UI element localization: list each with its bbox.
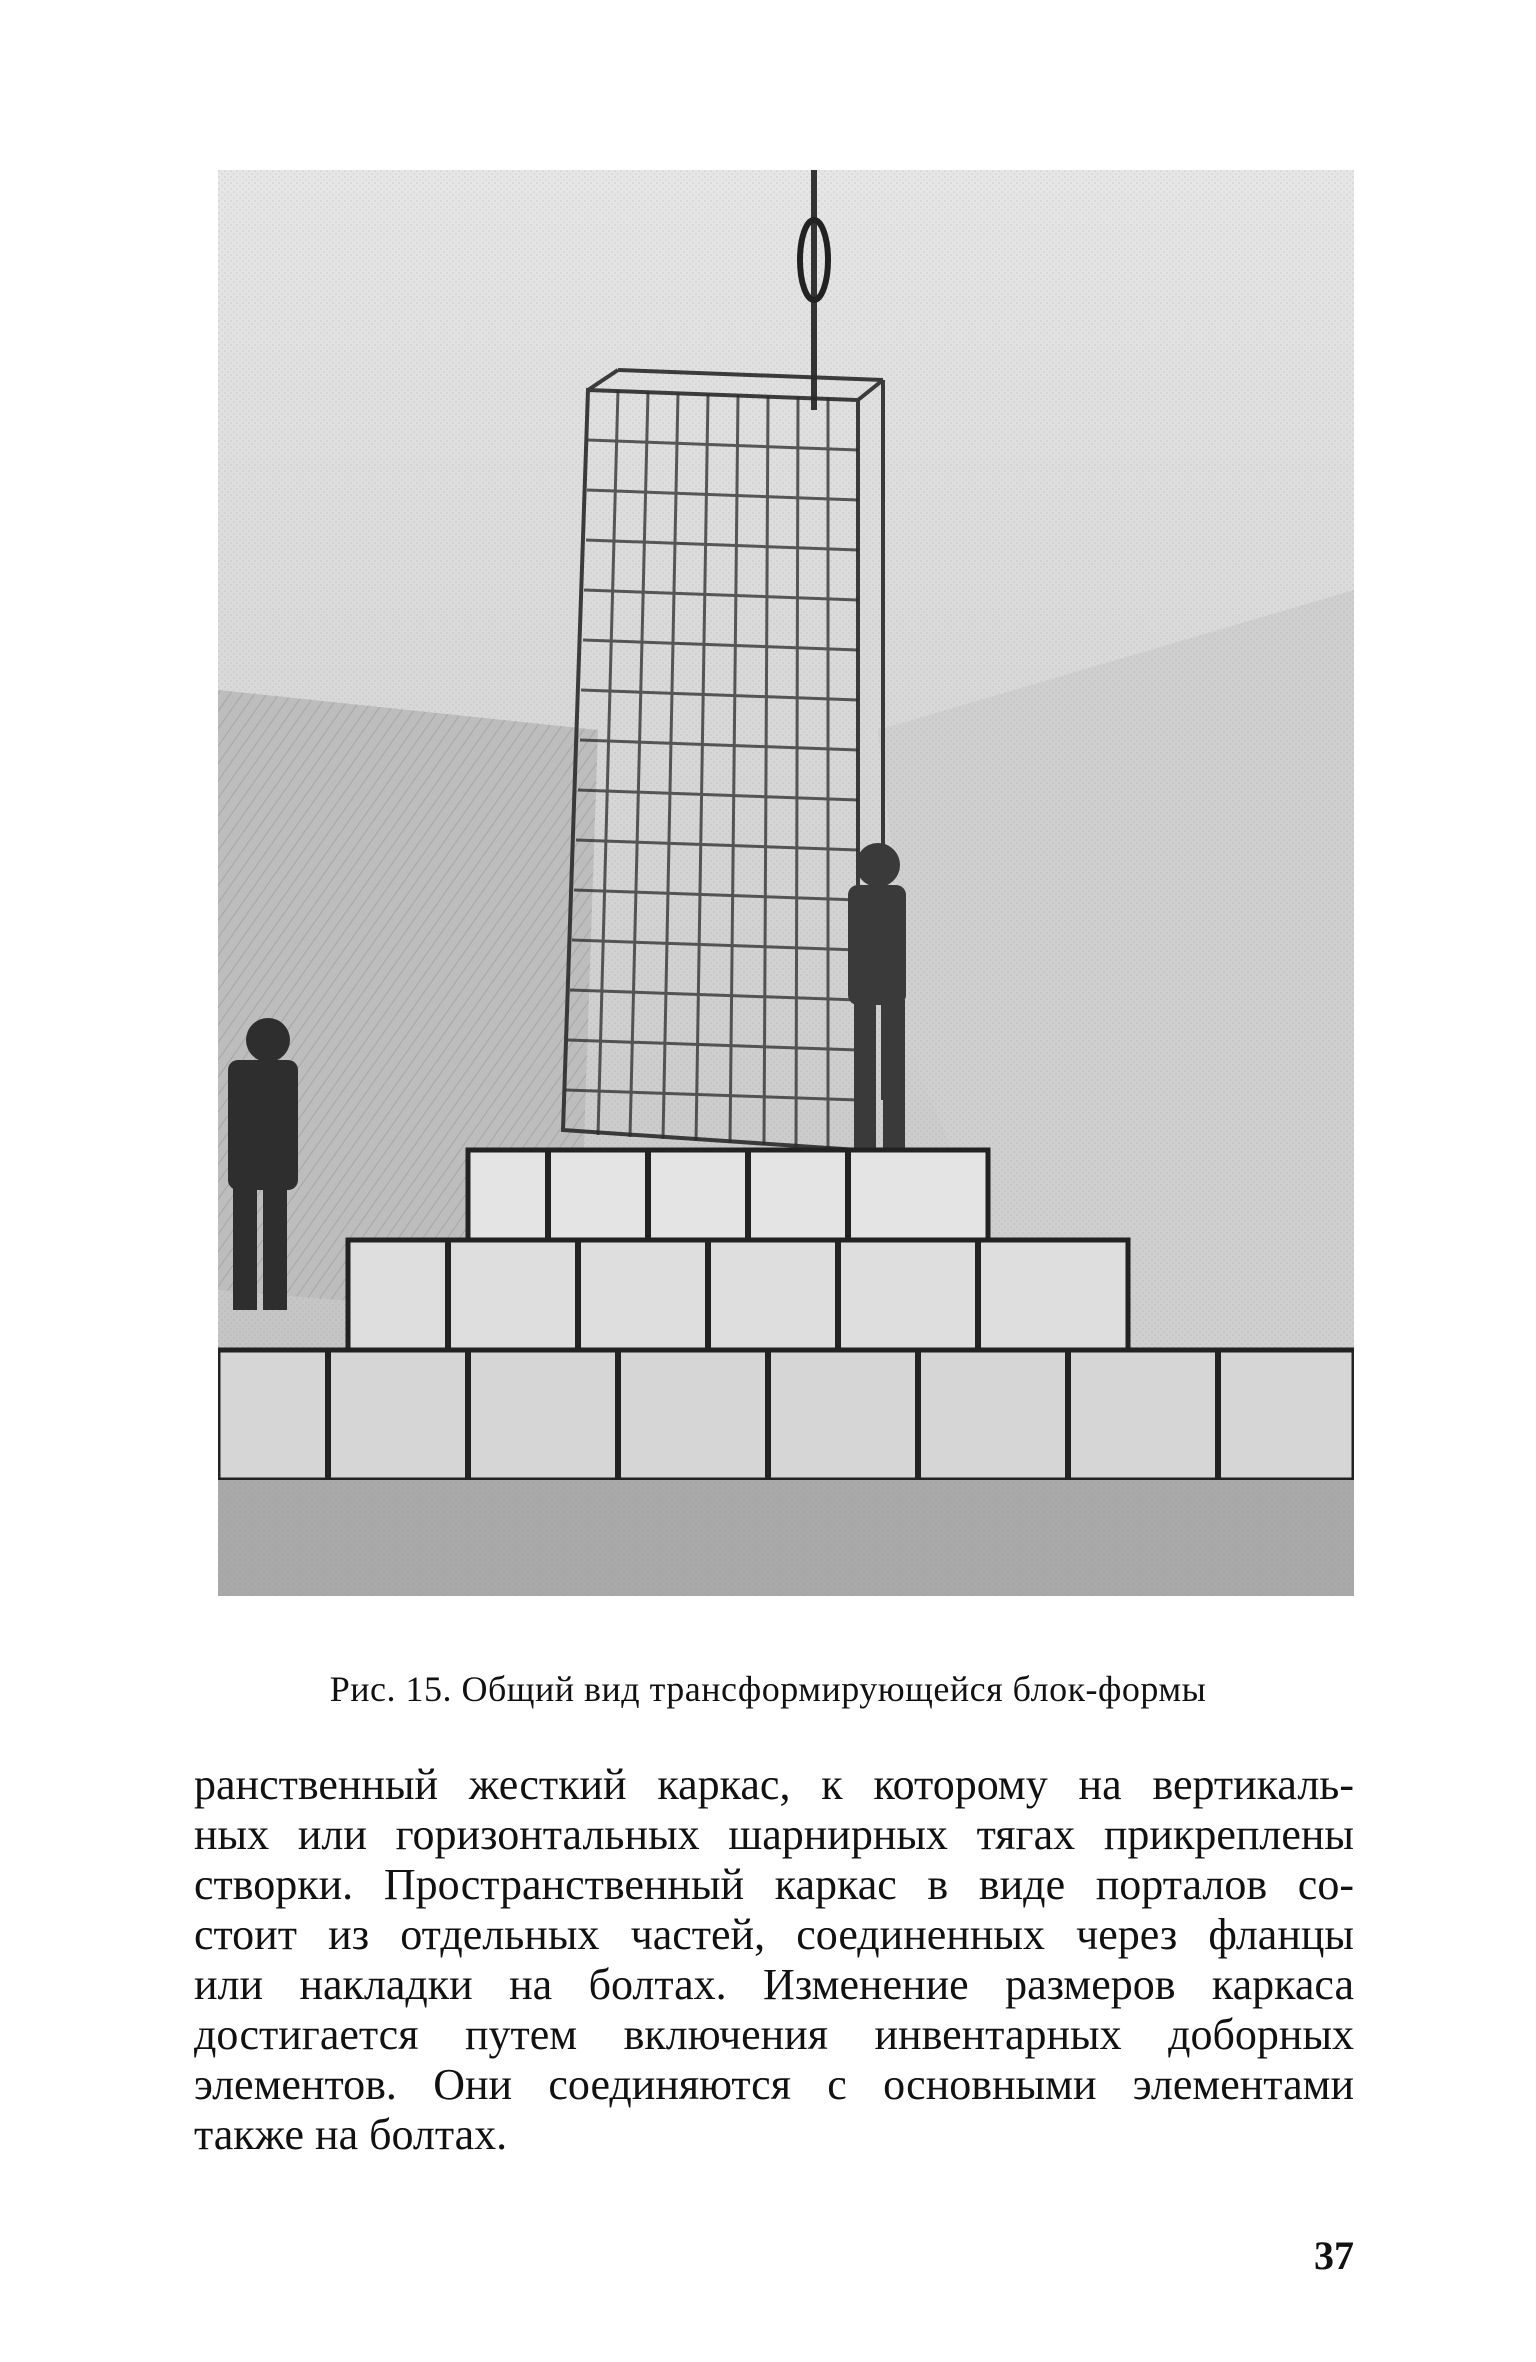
figure-photo xyxy=(218,170,1354,1596)
text-line: или накладки на болтах. Изменение размеров каркаса xyxy=(194,1960,1354,2009)
body-paragraph xyxy=(194,1760,1354,2160)
figure-caption: Рис. 15. Общий вид трансформирующейся блок-формы xyxy=(329,1669,1207,1709)
text-line: стоит из отдельных частей, соединенных через фланцы xyxy=(194,1910,1354,1959)
construction-photo xyxy=(218,170,1354,1596)
text-line: створки. Пространственный каркас в виде порталов со- xyxy=(194,1860,1354,1909)
text-line: также на болтах. xyxy=(194,2110,508,2159)
text-line: элементов. Они соединяются с основными элементами xyxy=(194,2060,1354,2109)
text-line: ных или горизонтальных шарнирных тягах прикреплены xyxy=(194,1810,1354,1859)
page-number: 37 xyxy=(1314,2233,1354,2278)
text-line: достигается путем включения инвентарных доборных xyxy=(194,2010,1354,2059)
text-line: ранственный жесткий каркас, к которому на вертикаль- xyxy=(194,1760,1354,1809)
